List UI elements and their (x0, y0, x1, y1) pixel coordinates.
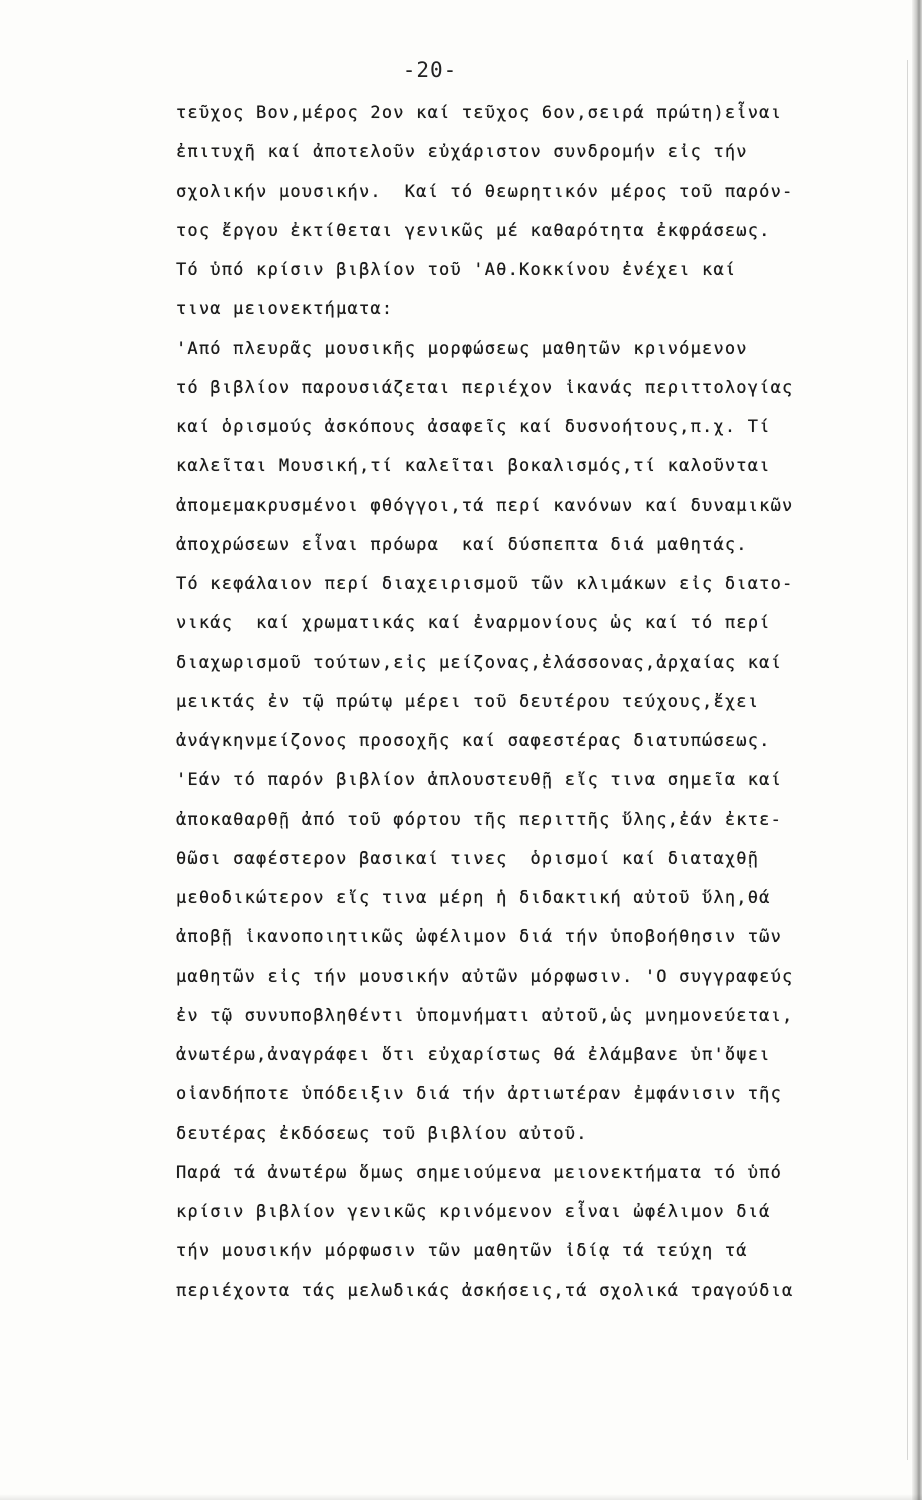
text-line: Παρά τά ἀνωτέρω ὅμως σημειούμενα μειονεκτήματα τό ὑπό (176, 1162, 783, 1183)
page-bottom-shadow (0, 1494, 922, 1500)
text-line: ἀνάγκηνμείζονος προσοχῆς καί σαφεστέρας διατυπώσεως. (176, 731, 771, 751)
text-line: θῶσι σαφέστερον βασικαί τινες ὁρισμοί καί διαταχθῇ (176, 848, 760, 869)
typewritten-text-body (176, 94, 888, 1311)
text-line: 'Εάν τό παρόν βιβλίον ἁπλουστευθῇ εἴς τινα σημεῖα καί (176, 770, 783, 791)
text-line: ἀποχρώσεων εἶναι πρόωρα καί δύσπεπτα διά μαθητάς. (176, 534, 748, 555)
text-line: τεῦχος Βον,μέρος 2ον καί τεῦχος 6ον,σειρά πρώτη)εἶναι (176, 103, 783, 123)
text-line: σχολικήν μουσικήν. Καί τό θεωρητικόν μέρος τοῦ παρόν- (176, 181, 794, 202)
text-line: κρίσιν βιβλίον γενικῶς κρινόμενον εἶναι ὠφέλιμον διά (176, 1202, 771, 1222)
page-number: -20- (402, 58, 458, 82)
text-line: ἀπομεμακρυσμένοι φθόγγοι,τά περί κανόνων καί δυναμικῶν (176, 495, 794, 516)
paper-edge-line (907, 60, 908, 1460)
text-line: 'Από πλευρᾶς μουσικῆς μορφώσεως μαθητῶν κρινόμενον (176, 338, 748, 359)
text-line: Τό ὑπό κρίσιν βιβλίον τοῦ 'Αθ.Κοκκίνου ἐνέχει καί (176, 260, 737, 280)
text-line: διαχωρισμοῦ τούτων,εἰς μείζονας,ἐλάσσονας,ἀρχαίας καί (176, 652, 783, 673)
text-line: καλεῖται Μουσική,τί καλεῖται βοκαλισμός,τί καλοῦνται (176, 456, 771, 477)
text-line: ἐπιτυχῆ καί ἀποτελοῦν εὐχάριστον συνδρομήν εἰς τήν (176, 142, 748, 163)
text-line: ἀποβῇ ἱκανοποιητικῶς ὠφέλιμον διά τήν ὑποβοήθησιν τῶν (176, 927, 783, 948)
text-line: νικάς καί χρωματικάς καί ἐναρμονίους ὡς καί τό περί (176, 613, 771, 634)
text-line: τινα μειονεκτήματα: (176, 299, 394, 320)
text-line: μεθοδικώτερον εἴς τινα μέρη ἡ διδακτική αὐτοῦ ὕλη,θά (176, 888, 771, 908)
text-line: τος ἔργου ἐκτίθεται γενικῶς μέ καθαρότητα ἐκφράσεως. (176, 220, 771, 241)
text-line: ἐν τῷ συνυποβληθέντι ὑπομνήματι αὐτοῦ,ὡς μνημονεύεται, (176, 1005, 794, 1026)
text-line: καί ὁρισμούς ἀσκόπους ἀσαφεῖς καί δυσνοήτους,π.χ. Τί (176, 417, 771, 437)
paper-edge-shadow (912, 0, 922, 1500)
text-line: δευτέρας ἐκδόσεως τοῦ βιβλίου αὐτοῦ. (176, 1123, 588, 1144)
text-line: ἀποκαθαρθῇ ἀπό τοῦ φόρτου τῆς περιττῆς ὕλης,ἐάν ἐκτε- (176, 809, 783, 830)
text-line: τό βιβλίον παρουσιάζεται περιέχον ἱκανάς περιττολογίας (176, 377, 794, 398)
text-line: περιέχοντα τάς μελωδικάς ἀσκήσεις,τά σχολικά τραγούδια (176, 1280, 794, 1301)
text-line: μεικτάς ἐν τῷ πρώτῳ μέρει τοῦ δευτέρου τεύχους,ἔχει (176, 691, 760, 712)
text-line: μαθητῶν εἰς τήν μουσικήν αὐτῶν μόρφωσιν. 'Ο συγγραφεύς (176, 966, 794, 987)
text-line: Τό κεφάλαιον περί διαχειρισμοῦ τῶν κλιμάκων εἰς διατο- (176, 574, 794, 594)
text-line: τήν μουσικήν μόρφωσιν τῶν μαθητῶν ἰδίᾳ τά τεύχη τά (176, 1241, 748, 1262)
text-line: οἱανδήποτε ὑπόδειξιν διά τήν ἀρτιωτέραν ἐμφάνισιν τῆς (176, 1084, 783, 1105)
text-line: ἀνωτέρω,ἀναγράφει ὅτι εὐχαρίστως θά ἐλάμβανε ὑπ'ὄψει (176, 1045, 771, 1065)
